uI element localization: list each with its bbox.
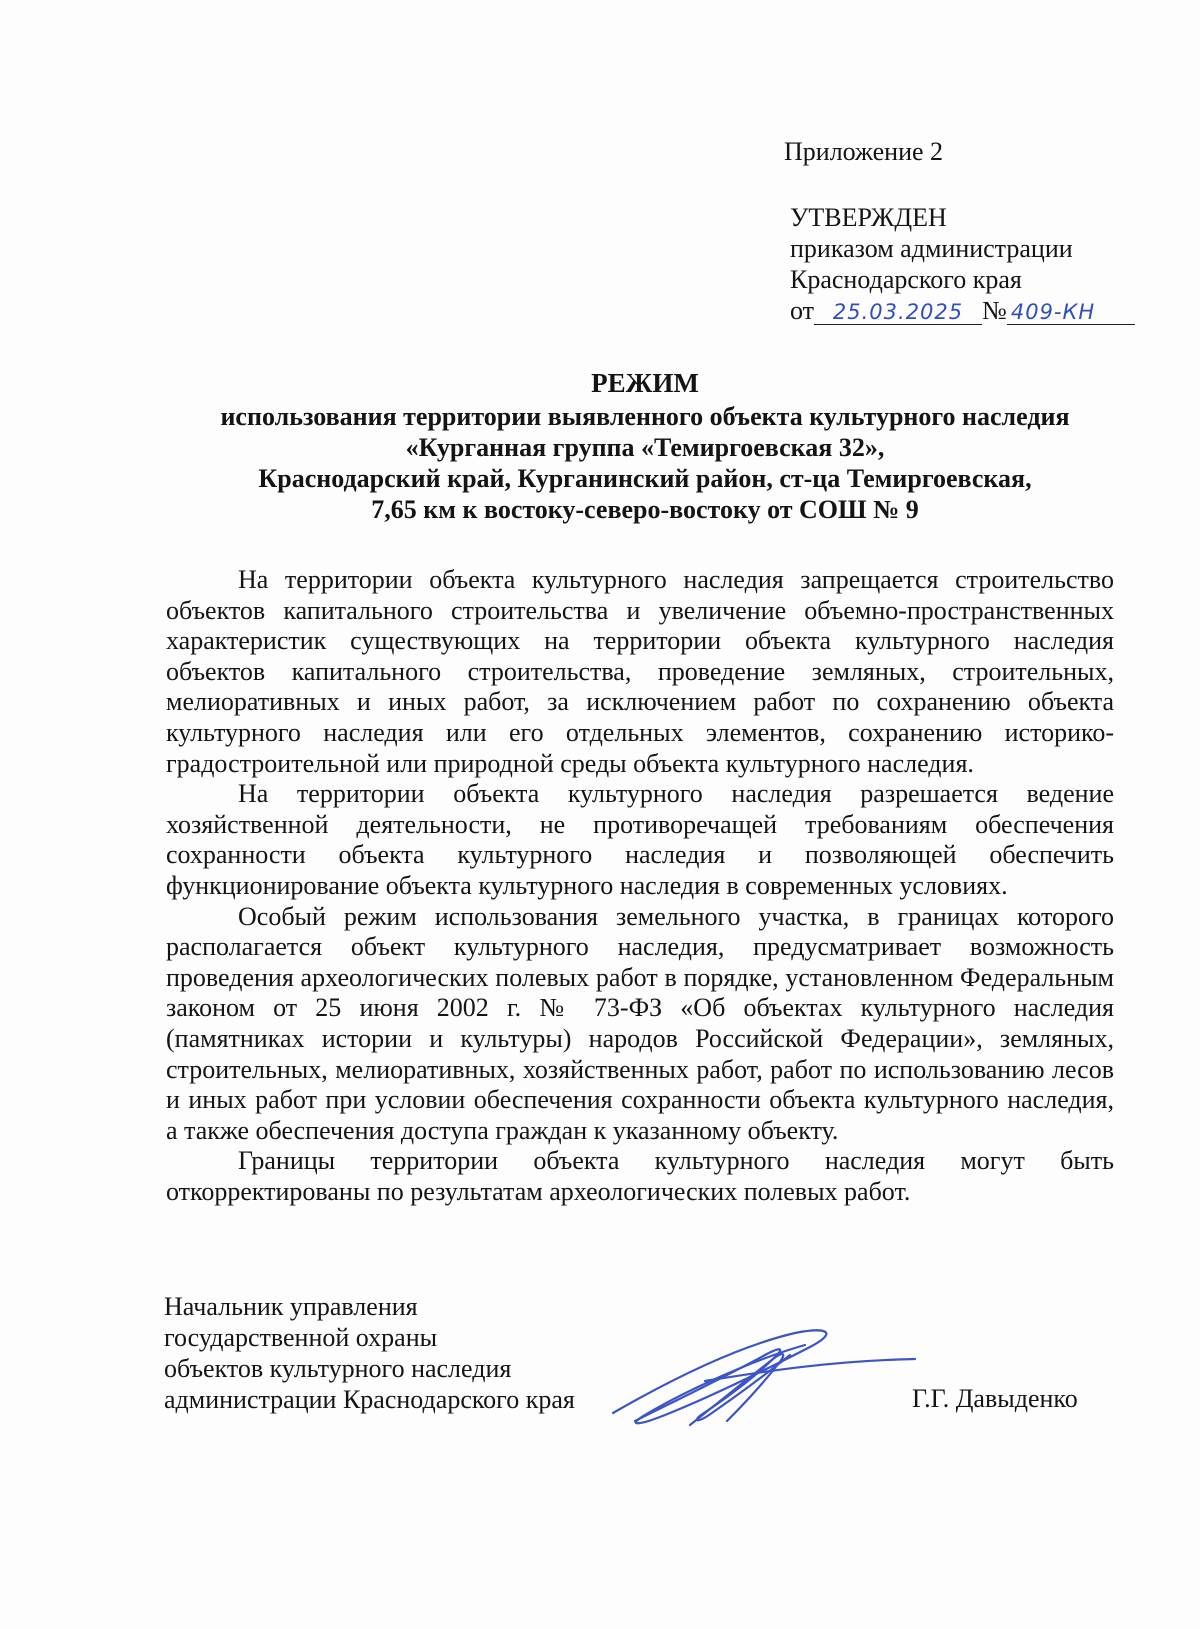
signatory-name: Г.Г. Давыденко	[912, 1384, 1078, 1413]
handwritten-date: 25.03.2025	[814, 300, 982, 325]
heading-line: Краснодарский край, Курганинский район, ст-ца Темиргоевская,	[258, 464, 1032, 493]
body-paragraph: На территории объекта культурного наследия запрещается строительство объектов капитального строительства и увеличение объемно-пространственных характеристик существующих на территории объекта культурного наследия объектов капитального строительства, проведение земляных, строительных, мелиоративных и иных работ, за исключением работ по сохранению объекта культурного наследия или его отдельных элементов, сохранению историко-градостроительной или природной среды объекта культурного наследия.	[166, 565, 1114, 778]
body-paragraph: Особый режим использования земельного участка, в границах которого располагается объект культурного наследия, предусматривает возможность проведения археологических полевых работ в порядке, установленном Федеральным законом от 25 июня 2002 г. № 73-ФЗ «Об объектах культурного наследия (памятниках истории и культуры) народов Российской Федерации», земляных, строительных, мелиоративных, хозяйственных работ, работ по использованию лесов и иных работ при условии обеспечения сохранности объекта культурного наследия, а также обеспечения доступа граждан к указанному объекту.	[166, 901, 1114, 1145]
document-heading	[160, 368, 1130, 525]
from-prefix: от	[790, 296, 815, 325]
handwritten-number: 409-КН	[1007, 300, 1135, 325]
appendix-label: Приложение 2	[784, 137, 944, 166]
document-title: РЕЖИМ	[591, 368, 699, 398]
handwritten-signature	[605, 1325, 935, 1435]
position-line: государственной охраны	[164, 1323, 438, 1352]
body-paragraph: Границы территории объекта культурного наследия могут быть откорректированы по результатам археологических полевых работ.	[166, 1146, 1114, 1206]
position-line: администрации Краснодарского края	[164, 1385, 575, 1414]
heading-line: «Курганная группа «Темиргоевская 32»,	[405, 433, 885, 462]
position-line: объектов культурного наследия	[164, 1354, 512, 1383]
approved-label: УТВЕРЖДЕН	[790, 203, 947, 232]
body-paragraph: На территории объекта культурного наследия разрешается ведение хозяйственной деятельности, не противоречащей требованиям обеспечения сохранности объекта культурного наследия и позволяющей обеспечить функционирование объекта культурного наследия в современных условиях.	[166, 779, 1114, 900]
order-date-number	[790, 295, 1135, 326]
heading-line: использования территории выявленного объекта культурного наследия	[220, 402, 1070, 431]
heading-line: 7,65 км к востоку-северо-востоку от СОШ № 9	[371, 495, 919, 524]
document-body	[166, 565, 1114, 1207]
signatory-position	[164, 1291, 575, 1415]
region-label: Краснодарского края	[790, 265, 1022, 294]
number-sign: №	[982, 296, 1007, 325]
approval-stamp	[784, 136, 1135, 326]
position-line: Начальник управления	[164, 1292, 418, 1321]
order-label: приказом администрации	[790, 234, 1073, 263]
